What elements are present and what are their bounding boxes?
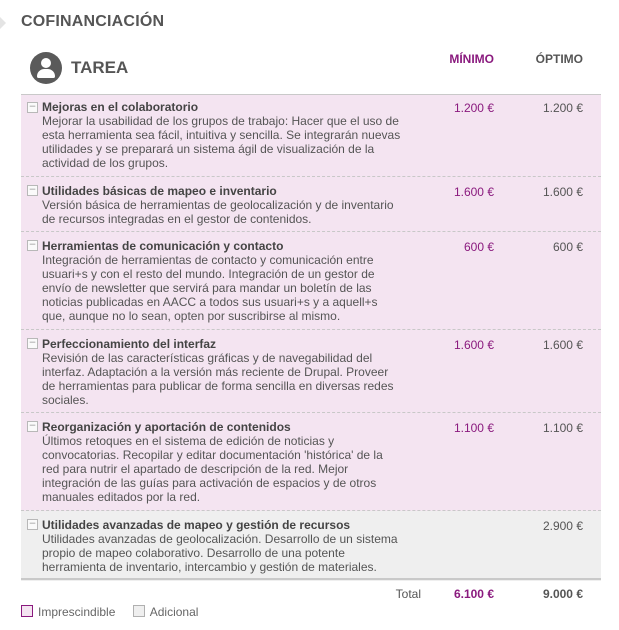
task-opt-amount: 1.100 € <box>542 421 583 435</box>
task-description: Versión básica de herramientas de geolocalización y de inventario de recursos integradas en el gestor de contenidos. <box>42 198 394 226</box>
collapse-toggle-icon[interactable]: − <box>28 338 37 348</box>
task-min-amount: 1.100 € <box>453 421 494 435</box>
collapse-toggle-icon[interactable]: − <box>28 102 37 112</box>
adicional-swatch <box>133 605 145 617</box>
task-min-amount: 600 € <box>463 240 494 254</box>
table-header <box>21 44 601 96</box>
user-avatar-icon <box>30 52 62 84</box>
total-row <box>21 578 601 606</box>
imprescindible-swatch <box>21 605 33 617</box>
legend-label-adicional: Adicional <box>149 605 199 619</box>
task-opt-amount: 2.900 € <box>542 519 583 533</box>
task-opt-amount: 1.200 € <box>542 101 583 115</box>
task-description: Mejorar la usabilidad de los grupos de trabajo: Hacer que el uso de esta herramienta sea fácil, intuitiva y sencilla. Se integrarán nuevas utilidades y se preparará un sistema ágil de visualización de la actividad de los grupos. <box>42 114 401 170</box>
task-row <box>21 95 601 177</box>
task-min-amount: 1.200 € <box>453 101 494 115</box>
task-description: Últimos retoques en el sistema de edición de noticias y convocatorias. Recopilar y editar documentación 'histórica' de la red para nutrir el apartado de descripción de la red. Mejor integración de las guías para activación de espacios y de otros manuales editados por la red. <box>42 434 383 504</box>
task-title: Utilidades básicas de mapeo e inventario <box>42 184 277 198</box>
section-title: COFINANCIACIÓN <box>21 13 165 30</box>
collapse-toggle-icon[interactable]: − <box>28 519 37 529</box>
total-opt-amount: 9.000 € <box>542 587 583 601</box>
task-list <box>21 95 601 581</box>
task-title: Utilidades avanzadas de mapeo y gestión de recursos <box>42 518 351 532</box>
task-description: Revisión de las características gráficas y de navegabilidad del interfaz. Adaptación a la versión más reciente de Drupal. Proveer de herramientas para publicar de forma sencilla en diversas redes sociales. <box>42 351 394 407</box>
legend-item-adicional <box>133 605 199 619</box>
collapse-toggle-icon[interactable]: − <box>28 240 37 250</box>
task-opt-amount: 1.600 € <box>542 338 583 352</box>
task-row <box>21 177 601 232</box>
corner-arrow-icon <box>0 17 6 29</box>
task-row <box>21 413 601 511</box>
legend <box>21 605 212 619</box>
task-description: Utilidades avanzadas de geolocalización. Desarrollo de un sistema propio de mapeo colaborativo. Desarrollo de una potente herramienta de inventario, intercambio y gestión de materiales. <box>42 532 398 574</box>
legend-item-imprescindible <box>21 605 115 619</box>
task-opt-amount: 600 € <box>552 240 583 254</box>
task-row <box>21 232 601 330</box>
task-description: Integración de herramientas de contacto y comunicación entre usuari+s y con el resto del mundo. Integración de un gestor de envío de newsletter que servirá para mandar un boletín de las noticias publicadas en AACC a todos sus usuari+s y a aquell+s que, aunque no lo sean, opten por suscribirse al mismo. <box>42 253 378 323</box>
task-min-amount: 1.600 € <box>453 338 494 352</box>
task-row <box>21 511 601 581</box>
collapse-toggle-icon[interactable]: − <box>28 185 37 195</box>
task-title: Herramientas de comunicación y contacto <box>42 239 284 253</box>
total-label: Total <box>395 587 421 601</box>
legend-label-imprescindible: Imprescindible <box>38 605 116 619</box>
task-title: Mejoras en el colaboratorio <box>42 100 199 114</box>
task-title: Reorganización y aportación de contenidos <box>42 420 291 434</box>
total-min-amount: 6.100 € <box>453 587 494 601</box>
task-opt-amount: 1.600 € <box>542 185 583 199</box>
collapse-toggle-icon[interactable]: − <box>28 421 37 431</box>
task-column-heading: TAREA <box>71 58 129 77</box>
task-row <box>21 330 601 413</box>
opt-column-heading: ÓPTIMO <box>535 52 583 66</box>
min-column-heading: MÍNIMO <box>449 52 494 66</box>
task-title: Perfeccionamiento del interfaz <box>42 337 217 351</box>
task-min-amount: 1.600 € <box>453 185 494 199</box>
